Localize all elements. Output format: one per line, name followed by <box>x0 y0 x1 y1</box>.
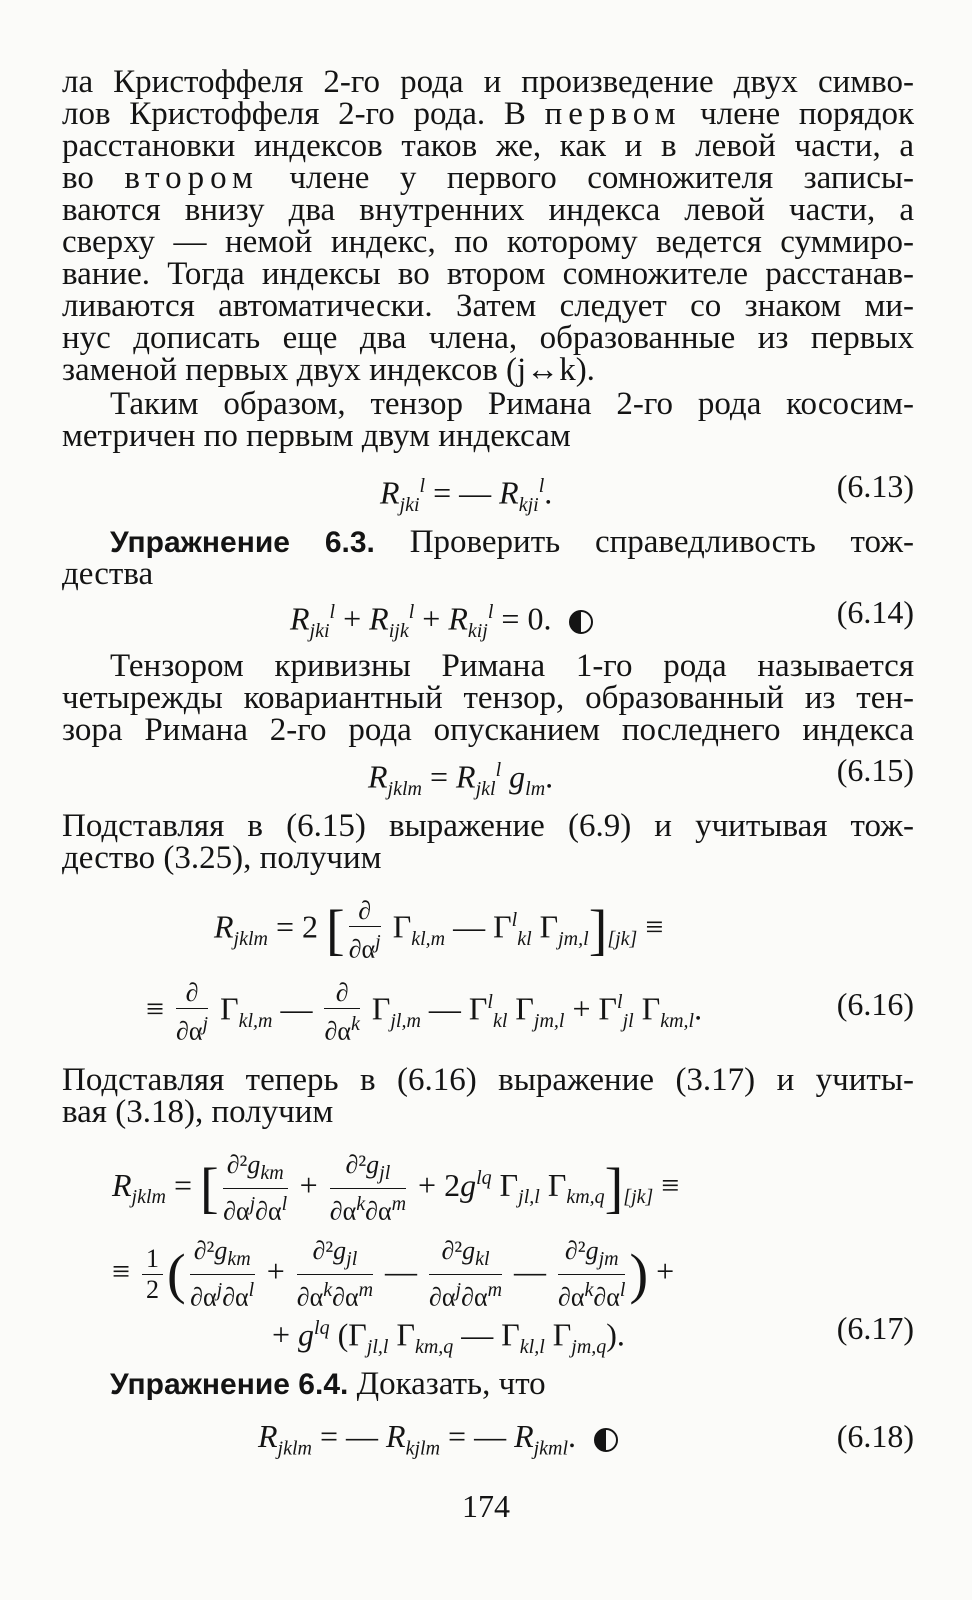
equation-6-16-line1: $R_{jklm} = 2$ [ $\frac{\partial}{\partial\alpha^j}$ $\Gamma_{kl,m}$ — $\Gamma^l_{kl}$ $\Gamma_{jm,l}]_{[jk]}$ ≡ <box>214 896 664 964</box>
end-of-exercise-icon <box>569 610 593 634</box>
equation-number: (6.15) <box>836 752 914 788</box>
equation-6-17-line1: $R_{jklm}$ = [ $\frac{\partial^2g_{km}}{\partial\alpha^j\partial\alpha^l}$ + $\frac{\partial^2g_{jl}}{\partial\alpha^k\partial\alpha^m}$ + $2g^{lq}$ $\Gamma_{jl,l}$ $\Gamma_{km,q}]_{[jk]}$ ≡ <box>112 1150 680 1226</box>
equation-6-15: $R_{jklm} = R_{jkl}^l$ $g_{lm}$. <box>368 758 554 801</box>
text-line: сверху — немой индекс, по которому ведется суммиро- <box>62 224 914 260</box>
text-line: ла Кристоффеля 2-го рода и произведение двух симво- <box>62 64 914 100</box>
text-line: Подставляя в (6.15) выражение (6.9) и учитывая тож- <box>62 808 914 844</box>
text-line: во втором члене у первого сомножителя записы- <box>62 160 915 196</box>
text-line: четырежды ковариантный тензор, образованный из тен- <box>62 680 914 716</box>
text-line: Тензором кривизны Римана 1-го рода называется <box>110 648 914 684</box>
equation-6-16-line2: ≡ $\frac{\partial}{\partial\alpha^j}$ $\Gamma_{kl,m}$ — $\frac{\partial}{\partial\alpha^k}$ $\Gamma_{jl,m}$ — $\Gamma^l_{kl}$ $\Gamma_{jm,l} + \Gamma^l_{jl}$ $\Gamma_{km,l}$. <box>146 978 703 1046</box>
text-line: лов Кристоффеля 2-го рода. В первом члене порядок <box>62 96 915 132</box>
equation-number: (6.13) <box>836 468 914 504</box>
text-line: дество (3.25), получим <box>62 840 382 876</box>
text-line: метричен по первым двум индексам <box>62 418 571 454</box>
equation-number: (6.16) <box>836 986 914 1022</box>
exercise-heading: Упражнение 6.3. Проверить справедливость тож- <box>110 524 914 560</box>
text-line: заменой первых двух индексов (j↔k). <box>62 352 595 388</box>
equation-number: (6.18) <box>836 1418 914 1454</box>
exercise-heading: Упражнение 6.4. Доказать, что <box>110 1366 546 1402</box>
text-line: Подставляя теперь в (6.16) выражение (3.17) и учиты- <box>62 1062 914 1098</box>
equation-6-17-line3: + $g^{lq}$ ($\Gamma_{jl,l}$ $\Gamma_{km,q}$ — $\Gamma_{kl,l}$ $\Gamma_{jm,q}$). <box>272 1316 625 1359</box>
equation-6-17-line2: ≡ $\frac{1}{2}$ ( $\frac{\partial^2g_{km}}{\partial\alpha^j\partial\alpha^l}$ + $\frac{\partial^2g_{jl}}{\partial\alpha^k\partial\alpha^m}$ — $\frac{\partial^2g_{kl}}{\partial\alpha^j\partial\alpha^m}$ — $\frac{\partial^2g_{jm}}{\partial\alpha^k\partial\alpha^l}$ ) + <box>112 1236 675 1312</box>
equation-number: (6.14) <box>836 594 914 630</box>
page-number: 174 <box>462 1488 510 1524</box>
equation-6-13: $R_{jki}^l$ = — $R_{kji}^l$. <box>380 474 553 517</box>
text-line: вая (3.18), получим <box>62 1094 334 1130</box>
text-line: дества <box>62 556 154 592</box>
text-line: ваются внизу два внутренних индекса левой части, а <box>62 192 914 228</box>
equation-6-14: $R_{jki}^l + R_{ijk}^l + R_{kij}^l = 0$. <box>290 590 593 653</box>
end-of-exercise-icon <box>594 1428 618 1452</box>
text-line: зора Римана 2-го рода опусканием последнего индекса <box>62 712 914 748</box>
text-line: ливаются автоматически. Затем следует со знаком ми- <box>62 288 914 324</box>
equation-6-18: $R_{jklm}$ = — $R_{kjlm}$ = — $R_{jkml}$. <box>258 1414 618 1470</box>
text-line: расстановки индексов таков же, как и в левой части, а <box>62 128 914 164</box>
text-line: вание. Тогда индексы во втором сомножителе расстанав- <box>62 256 914 292</box>
text-line: нус дописать еще два члена, образованные из первых <box>62 320 914 356</box>
equation-number: (6.17) <box>836 1310 914 1346</box>
text-line: Таким образом, тензор Римана 2-го рода кососим- <box>110 386 914 422</box>
